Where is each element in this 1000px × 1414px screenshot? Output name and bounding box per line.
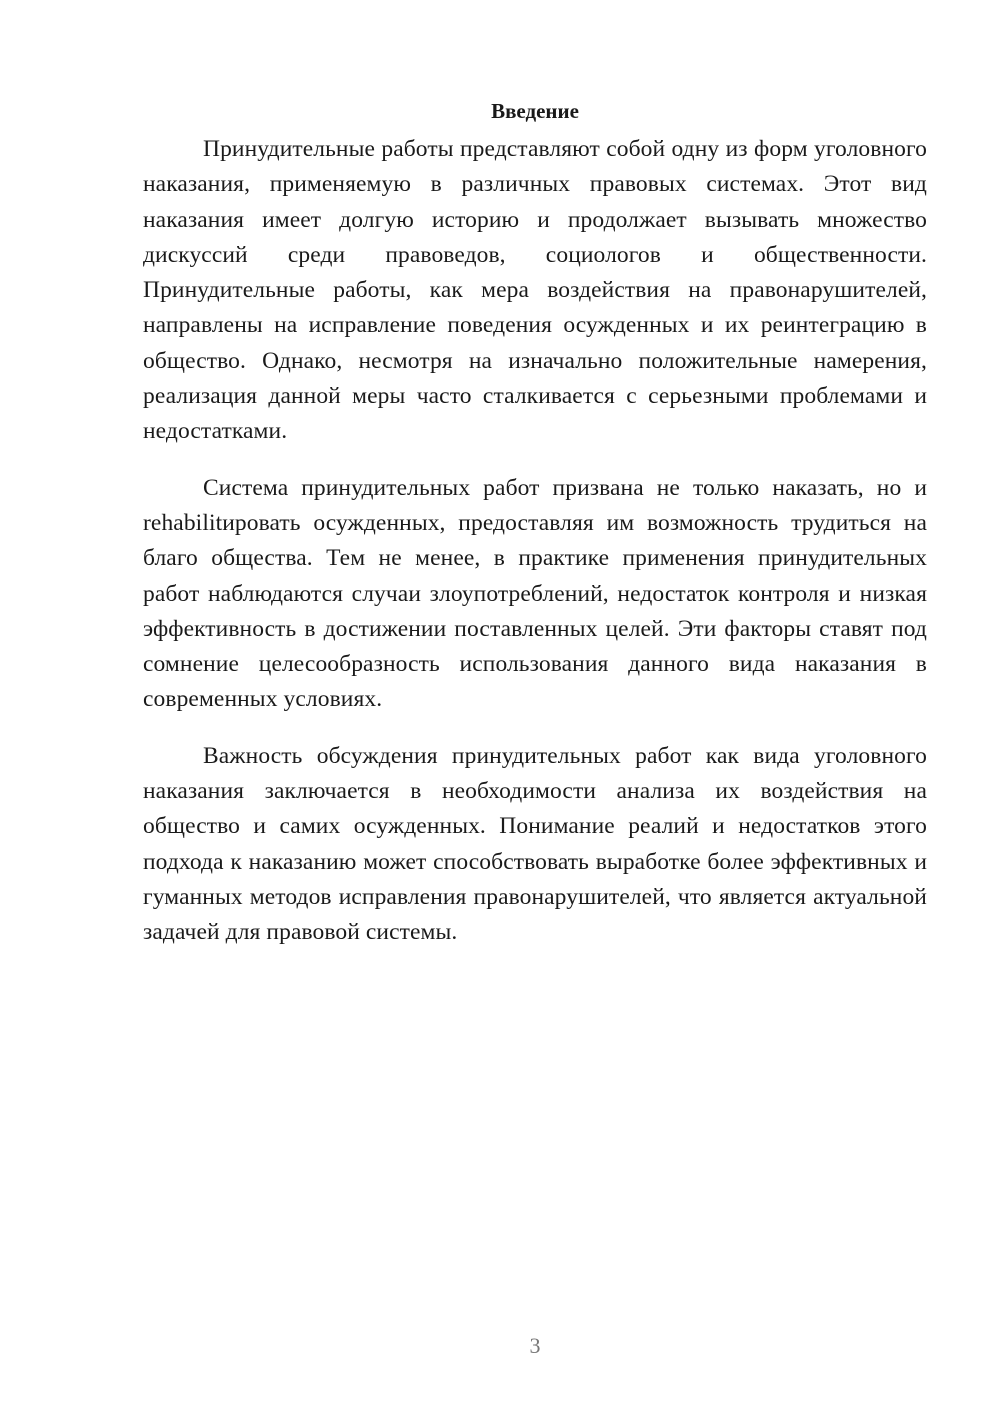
- page-body: [143, 96, 927, 951]
- section-heading: Введение: [491, 99, 579, 123]
- paragraph-1: Принудительные работы представляют собой одну из форм уголовного наказания, применяемую в различных правовых системах. Этот вид наказания имеет долгую историю и продолжает вызывать множество дискуссий среди правоведов, социологов и общественности. Принудительные работы, как мера воздействия на правонарушителей, направлены на исправление поведения осужденных и их реинтеграцию в общество. Однако, несмотря на изначально положительные намерения, реализация данной меры часто сталкивается с серьезными проблемами и недостатками.: [143, 136, 927, 445]
- page-number: 3: [529, 1333, 541, 1358]
- paragraph-2: Система принудительных работ призвана не только наказать, но и rehabilitировать осужденных, предоставляя им возможность трудиться на благо общества. Тем не менее, в практике применения принудительных работ наблюдаются случаи злоупотреблений, недостаток контроля и низкая эффективность в достижении поставленных целей. Эти факторы ставят под сомнение целесообразность использования данного вида наказания в современных условиях.: [143, 474, 927, 713]
- paragraph-3: Важность обсуждения принудительных работ как вида уголовного наказания заключается в необходимости анализа их воздействия на общество и самих осужденных. Понимание реалий и недостатков этого подхода к наказанию может способствовать выработке более эффективных и гуманных методов исправления правонарушителей, что является актуальной задачей для правовой системы.: [143, 742, 927, 946]
